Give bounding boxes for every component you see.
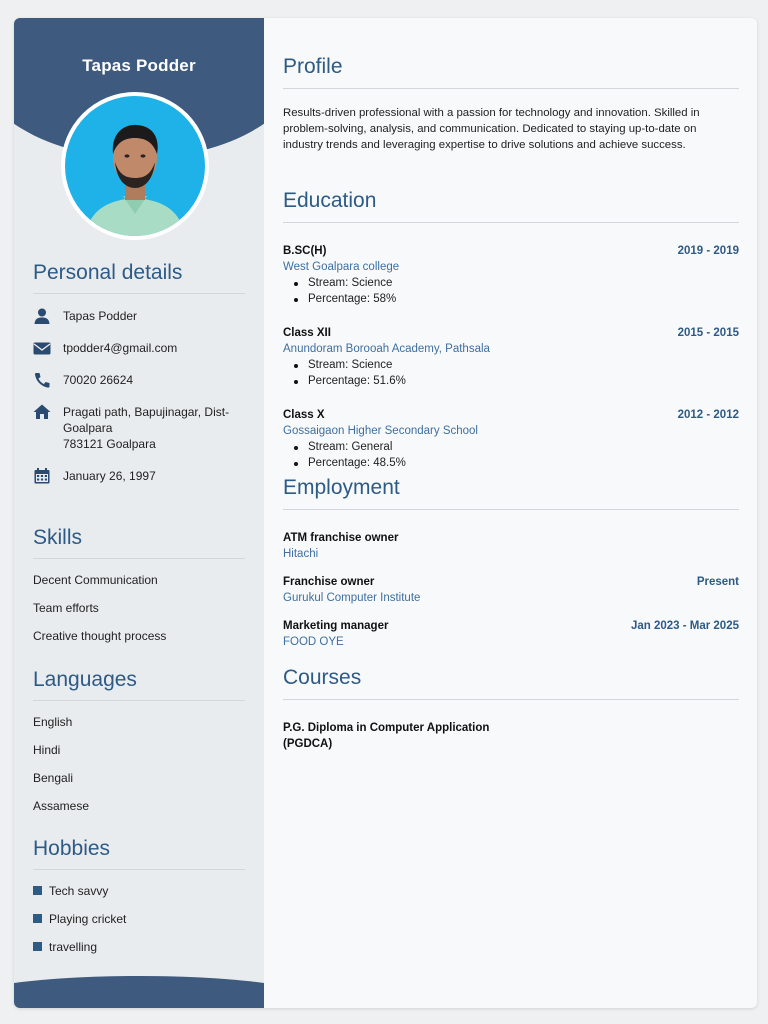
education-bullet: Stream: General <box>308 439 739 455</box>
education-dates: 2019 - 2019 <box>677 245 739 257</box>
detail-name-text: Tapas Podder <box>63 309 138 323</box>
course-name-line-1: P.G. Diploma in Computer Application <box>283 722 490 734</box>
user-icon <box>33 308 51 324</box>
education-bullet: Stream: Science <box>308 357 739 373</box>
detail-email-text[interactable]: tpodder4@gmail.com <box>63 341 178 355</box>
hobby-text: Tech savvy <box>49 884 109 898</box>
candidate-name: Tapas Podder <box>82 56 196 75</box>
courses-section <box>283 666 739 752</box>
phone-icon <box>33 372 51 388</box>
skill-item: Decent Communication <box>33 573 158 587</box>
address-line-1: Pragati path, Bapujinagar, Dist- <box>63 405 230 419</box>
sidebar <box>14 18 264 1008</box>
education-bullet: Stream: Science <box>308 275 739 291</box>
hobby-text: travelling <box>49 940 98 954</box>
language-item: English <box>33 715 73 729</box>
sidebar-footer-band <box>14 976 264 1008</box>
employment-role: Marketing manager <box>283 620 389 632</box>
language-item: Hindi <box>33 743 61 757</box>
employment-role: ATM franchise owner <box>283 532 399 544</box>
square-bullet-icon <box>33 914 42 923</box>
detail-phone <box>33 372 245 388</box>
language-item: Bengali <box>33 771 74 785</box>
square-bullet-icon <box>33 886 42 895</box>
skills-title: Skills <box>33 526 245 559</box>
education-degree: Class X <box>283 409 325 421</box>
envelope-icon <box>33 340 51 356</box>
languages-section <box>33 668 245 827</box>
language-item: Assamese <box>33 799 90 813</box>
languages-title: Languages <box>33 668 245 701</box>
square-bullet-icon <box>33 942 42 951</box>
course-name <box>283 720 739 752</box>
detail-name <box>33 308 245 324</box>
hobby-item <box>33 884 245 912</box>
education-school: West Goalpara college <box>283 261 400 273</box>
employment-entry <box>283 618 739 650</box>
calendar-icon <box>33 468 51 484</box>
profile-text: Results-driven professional with a passion for technology and innovation. Skilled in problem-solving, analysis, and communication. Dedicated to staying up-to-date on industry trends and leveraging expertise to drive solutions and achieve success. <box>283 107 700 151</box>
avatar-illustration <box>65 96 205 236</box>
education-bullets <box>283 439 739 471</box>
employment-role: Franchise owner <box>283 576 375 588</box>
profile-section <box>283 55 739 153</box>
hobbies-list <box>33 884 245 968</box>
education-bullet: Percentage: 51.6% <box>308 373 739 389</box>
skill-item: Creative thought process <box>33 629 167 643</box>
course-name-line-2: (PGDCA) <box>283 738 333 750</box>
skill-item: Team efforts <box>33 601 99 615</box>
detail-address-text <box>63 404 229 452</box>
employment-entry <box>283 530 739 562</box>
education-entry <box>283 243 739 307</box>
hobbies-title: Hobbies <box>33 837 245 870</box>
skills-section <box>33 526 245 657</box>
detail-dob-text: January 26, 1997 <box>63 469 156 483</box>
course-entry <box>283 720 739 752</box>
profile-title: Profile <box>283 55 739 89</box>
education-bullet: Percentage: 58% <box>308 291 739 307</box>
languages-list <box>33 715 245 827</box>
skills-list <box>33 573 245 657</box>
education-entry <box>283 325 739 389</box>
home-icon <box>33 404 51 420</box>
education-section <box>283 189 739 471</box>
detail-dob <box>33 468 245 484</box>
employment-dates: Jan 2023 - Mar 2025 <box>630 620 739 632</box>
employment-company: Gurukul Computer Institute <box>283 592 421 604</box>
employment-dates: Present <box>696 576 739 588</box>
employment-entry <box>283 574 739 606</box>
education-degree: Class XII <box>283 327 331 339</box>
education-degree: B.SC(H) <box>283 245 327 257</box>
detail-email <box>33 340 245 356</box>
employment-title: Employment <box>283 476 739 510</box>
education-title: Education <box>283 189 739 223</box>
hobbies-section <box>33 837 245 968</box>
address-line-2: Goalpara <box>63 421 113 435</box>
address-line-3: 783121 Goalpara <box>63 437 156 451</box>
education-bullets <box>283 357 739 389</box>
hobby-text: Playing cricket <box>49 912 127 926</box>
employment-section <box>283 476 739 650</box>
education-dates: 2012 - 2012 <box>677 409 739 421</box>
detail-phone-text[interactable]: 70020 26624 <box>63 373 134 387</box>
personal-details-title: Personal details <box>33 261 245 294</box>
employment-company: Hitachi <box>283 548 319 560</box>
education-school: Anundoram Borooah Academy, Pathsala <box>283 343 490 355</box>
hobby-item <box>33 940 245 968</box>
education-bullet: Percentage: 48.5% <box>308 455 739 471</box>
education-school: Gossaigaon Higher Secondary School <box>283 425 478 437</box>
education-entry <box>283 407 739 471</box>
employment-company: FOOD OYE <box>283 636 344 648</box>
hobby-item <box>33 912 245 940</box>
personal-details-section <box>33 261 245 500</box>
education-bullets <box>283 275 739 307</box>
detail-address <box>33 404 245 452</box>
courses-title: Courses <box>283 666 739 700</box>
profile-photo <box>61 92 209 240</box>
resume-page <box>14 18 757 1008</box>
education-dates: 2015 - 2015 <box>677 327 739 339</box>
